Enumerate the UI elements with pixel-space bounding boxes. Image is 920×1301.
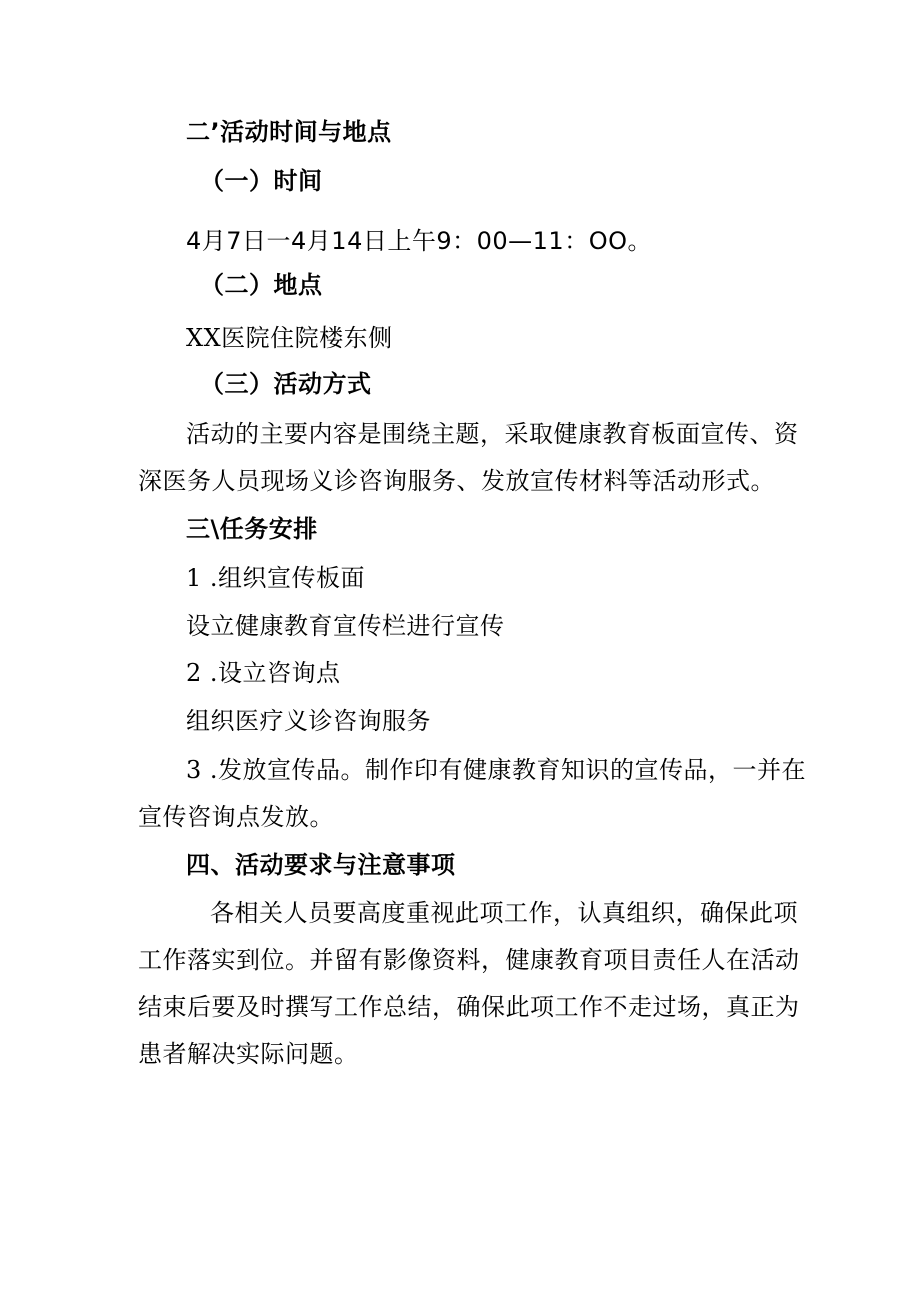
requirement-line-4: 患者解决实际问题。 [138, 1040, 359, 1068]
requirement-line-2: 工作落实到位。并留有影像资料，健康教育项目责任人在活动 [138, 946, 800, 974]
section4-heading: 四、活动要求与注意事项 [186, 851, 456, 879]
sub3-heading: （三）活动方式 [200, 370, 372, 398]
time-text: 4月7日一4月14日上午9：00—11：OO。 [186, 227, 652, 255]
requirement-line-1: 各相关人员要高度重视此项工作，认真组织，确保此项 [210, 899, 798, 927]
method-line-1: 活动的主要内容是围绕主题，采取健康教育板面宣传、资 [186, 420, 799, 448]
location-text: XX医院住院楼东侧 [186, 324, 393, 352]
sub2-heading: （二）地点 [200, 271, 323, 299]
section3-heading: 三\任务安排 [186, 515, 318, 543]
sub1-heading: （一）时间 [200, 167, 323, 195]
task1-title: 1 .组织宣传板面 [186, 564, 366, 592]
section2-heading: 二’活动时间与地点 [186, 118, 392, 146]
task2-title: 2 .设立咨询点 [186, 659, 341, 687]
task2-text: 组织医疗义诊咨询服务 [186, 707, 431, 735]
task3-line-1: 3 .发放宣传品。制作印有健康教育知识的宣传品，一并在 [186, 756, 807, 784]
requirement-line-3: 结束后要及时撰写工作总结，确保此项工作不走过场，真正为 [138, 993, 800, 1021]
task3-line-2: 宣传咨询点发放。 [138, 803, 334, 831]
task1-text: 设立健康教育宣传栏进行宣传 [186, 612, 505, 640]
method-line-2: 深医务人员现场义诊咨询服务、发放宣传材料等活动形式。 [138, 467, 775, 495]
